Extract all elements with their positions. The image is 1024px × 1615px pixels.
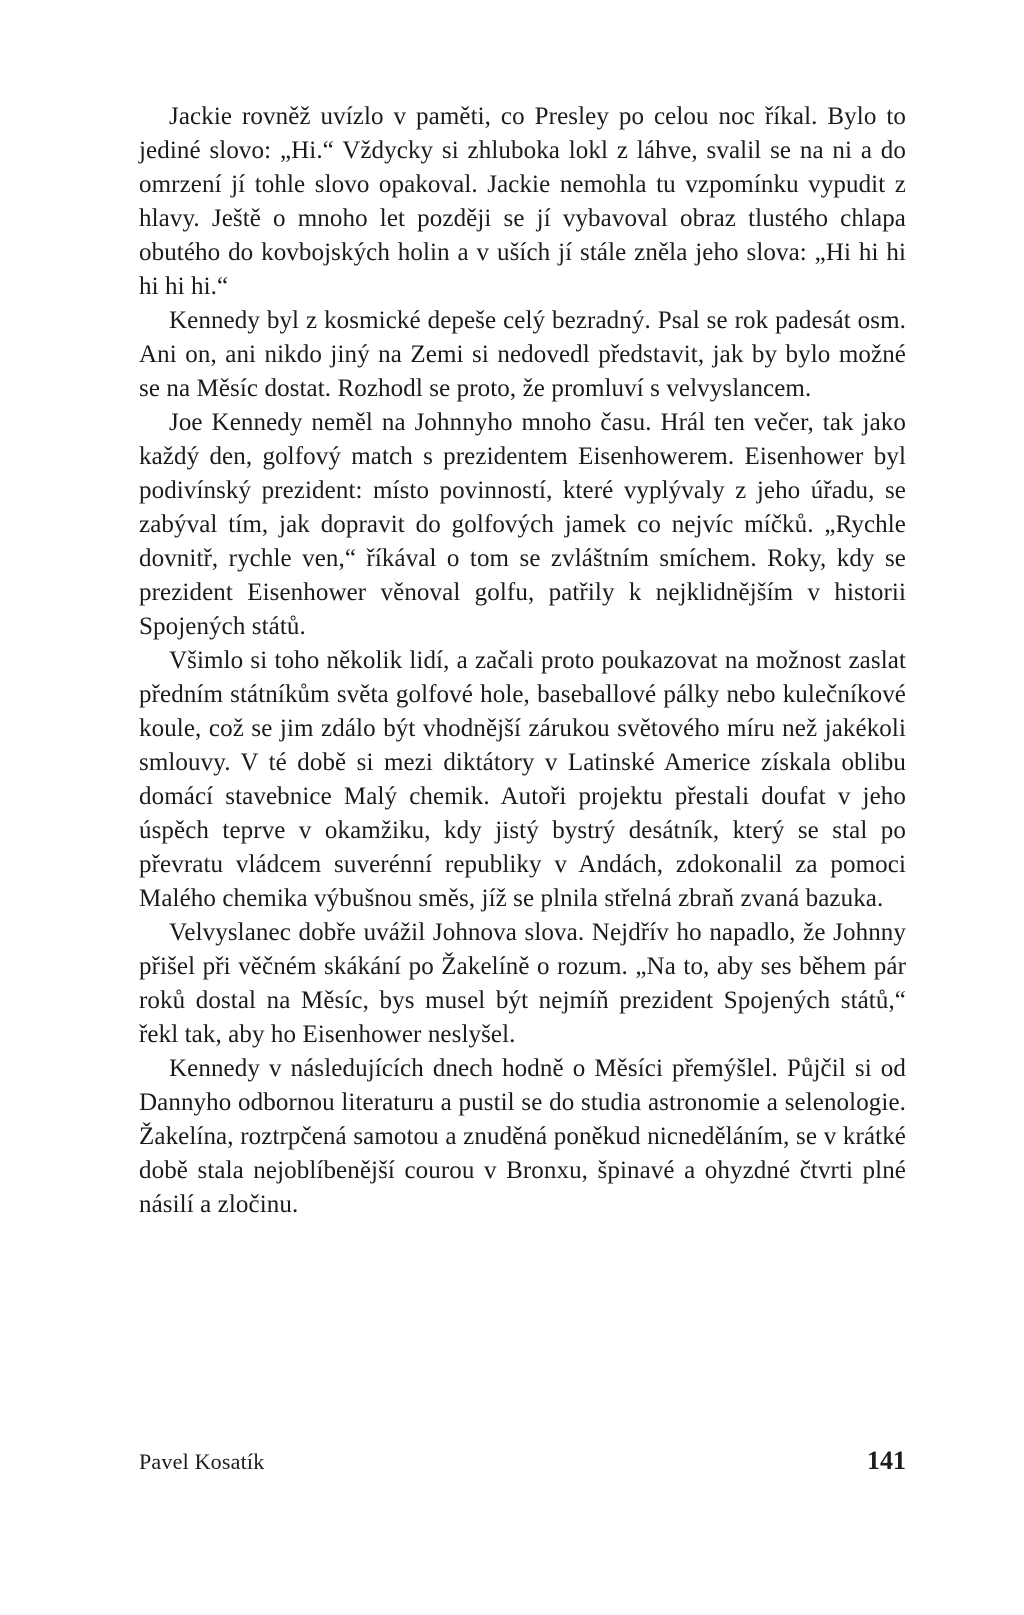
footer-author-name: Pavel Kosatík bbox=[139, 1449, 265, 1474]
paragraph-5: Velvyslanec dobře uvážil Johnova slova. Nejdřív ho napadlo, že Johnny přišel při věčném skákání po Žakelíně o rozum. „Na to, aby ses během pár roků dostal na Měsíc, bys musel být nejmíň prezident Spojených států,“ řekl tak, aby ho Eisenhower neslyšel. bbox=[139, 919, 906, 1048]
paragraph-3: Joe Kennedy neměl na Johnnyho mnoho času. Hrál ten večer, tak jako každý den, golfový match s prezidentem Eisenhowerem. Eisenhower byl podivínský prezident: místo povinností, které vyplývaly z jeho úřadu, se zabýval tím, jak dopravit do golfových jamek co nejvíc míčků. „Rychle dovnitř, rychle ven,“ říkával o tom se zvláštním smíchem. Roky, kdy se prezident Eisenhower věnoval golfu, patřily k nejklidnějším v historii Spojených států. bbox=[139, 409, 906, 640]
paragraph-2: Kennedy byl z kosmické depeše celý bezradný. Psal se rok padesát osm. Ani on, ani nikdo jiný na Zemi si nedovedl představit, jak by bylo možné se na Měsíc dostat. Rozhodl se proto, že promluví s velvyslancem. bbox=[139, 307, 906, 402]
body-text bbox=[139, 100, 906, 1222]
footer-page-number: 141 bbox=[867, 1446, 906, 1475]
paragraph-4: Všimlo si toho několik lidí, a začali proto poukazovat na možnost zaslat předním státníkům světa golfové hole, baseballové pálky nebo kulečníkové koule, což se jim zdálo být vhodnější zárukou světového míru než jakékoli smlouvy. V té době si mezi diktátory v Latinské Americe získala oblibu domácí stavebnice Malý chemik. Autoři projektu přestali doufat v jeho úspěch teprve v okamžiku, kdy jistý bystrý desátník, který se stal po převratu vládcem suverénní republiky v Andách, zdokonalil za pomoci Malého chemika výbušnou směs, jíž se plnila střelná zbraň zvaná bazuka. bbox=[139, 647, 906, 912]
paragraph-1: Jackie rovněž uvízlo v paměti, co Presley po celou noc říkal. Bylo to jediné slovo: „Hi.“ Vždycky si zhluboka lokl z láhve, svalil se na ni a do omrzení jí tohle slovo opakoval. Jackie nemohla tu vzpomínku vypudit z hlavy. Ještě o mnoho let později se jí vybavoval obraz tlustého chlapa obutého do kovbojských holin a v uších jí stále zněla jeho slova: „Hi hi hi hi hi hi.“ bbox=[139, 103, 906, 300]
paragraph-6: Kennedy v následujících dnech hodně o Měsíci přemýšlel. Půjčil si od Dannyho odbornou literaturu a pustil se do studia astronomie a selenologie. Žakelína, roztrpčená samotou a znuděná poněkud nicneděláním, se v krátké době stala nejoblíbenější courou v Bronxu, špinavé a ohyzdné čtvrti plné násilí a zločinu. bbox=[139, 1055, 906, 1218]
page-footer bbox=[139, 1446, 906, 1476]
